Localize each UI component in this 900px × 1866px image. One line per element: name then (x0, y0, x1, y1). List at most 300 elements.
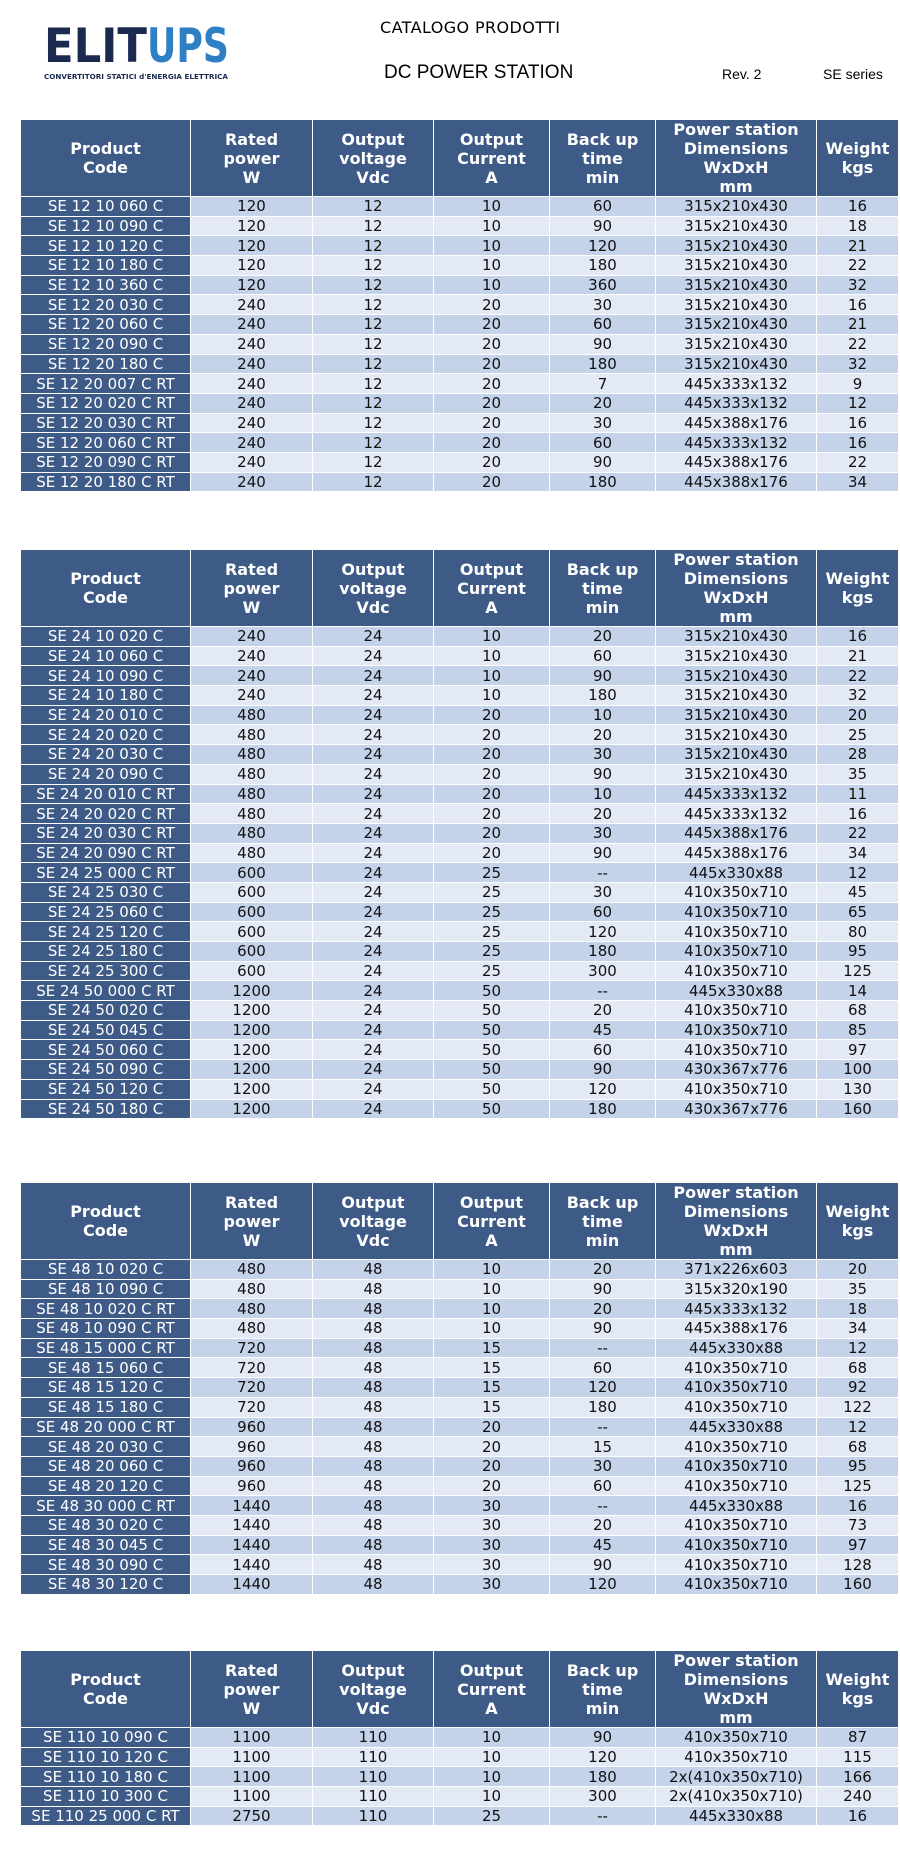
table-cell: 410x350x710 (656, 1397, 817, 1417)
table-cell: 240 (191, 666, 313, 686)
table-cell: 30 (550, 413, 656, 433)
table-cell: 48 (313, 1319, 434, 1339)
table-cell: 25 (434, 863, 550, 883)
table-cell: 720 (191, 1358, 313, 1378)
table-cell: 20 (434, 413, 550, 433)
product-code-cell: SE 110 10 120 C (21, 1747, 191, 1767)
column-header-line: A (485, 597, 498, 617)
table-row (21, 1437, 899, 1457)
table-cell: 73 (817, 1515, 899, 1535)
table-cell: 50 (434, 1040, 550, 1060)
product-code-cell: SE 48 10 020 C RT (21, 1299, 191, 1319)
table-cell: 315x210x430 (656, 295, 817, 315)
table-row (21, 1279, 899, 1299)
catalog-title: CATALOGO PRODOTTI (380, 18, 561, 37)
table-cell: 410x350x710 (656, 1437, 817, 1457)
table-cell: 410x350x710 (656, 961, 817, 981)
product-code-cell: SE 24 20 030 C (21, 745, 191, 765)
table-cell: 20 (434, 1456, 550, 1476)
table-row (21, 1001, 899, 1021)
table-cell: 20 (434, 452, 550, 472)
product-code-cell: SE 48 15 060 C (21, 1358, 191, 1378)
table-cell: 110 (313, 1728, 434, 1748)
table-cell: 7 (550, 374, 656, 394)
table-row (21, 433, 899, 453)
table-cell: 20 (817, 1260, 899, 1280)
table-cell: 410x350x710 (656, 1040, 817, 1060)
column-header-line: min (585, 1230, 620, 1250)
series-label: SE series (823, 66, 883, 82)
column-header (656, 550, 817, 627)
table-cell: 315x210x430 (656, 666, 817, 686)
table-cell: 24 (313, 804, 434, 824)
column-header-line: min (585, 597, 620, 617)
product-code-cell: SE 48 30 000 C RT (21, 1496, 191, 1516)
table-cell: 28 (817, 745, 899, 765)
table-cell: 410x350x710 (656, 922, 817, 942)
table-cell: 15 (434, 1338, 550, 1358)
table-cell: 24 (313, 1020, 434, 1040)
svg-text:UPS: UPS (147, 19, 229, 74)
table-cell: 720 (191, 1378, 313, 1398)
table-cell: 24 (313, 1060, 434, 1080)
product-code-cell: SE 24 20 090 C (21, 764, 191, 784)
product-code-cell: SE 48 30 045 C (21, 1535, 191, 1555)
table-cell: 371x226x603 (656, 1260, 817, 1280)
table-cell: 1100 (191, 1728, 313, 1748)
table-cell: 960 (191, 1417, 313, 1437)
product-code-cell: SE 24 25 060 C (21, 902, 191, 922)
column-header-line: power (223, 1211, 280, 1231)
table-cell: 1100 (191, 1767, 313, 1787)
table-cell: 24 (313, 961, 434, 981)
table-cell: 445x330x88 (656, 1417, 817, 1437)
column-header-line: voltage (339, 148, 407, 168)
table-cell: 24 (313, 902, 434, 922)
table-cell: 410x350x710 (656, 1079, 817, 1099)
product-code-cell: SE 48 15 180 C (21, 1397, 191, 1417)
table-cell: 24 (313, 843, 434, 863)
table-cell: 240 (817, 1787, 899, 1807)
column-header (313, 1651, 434, 1728)
table-row (21, 197, 899, 217)
table-row (21, 334, 899, 354)
column-header-line: Dimensions (683, 1202, 789, 1221)
table-cell: 315x210x430 (656, 646, 817, 666)
table-row (21, 1299, 899, 1319)
table-cell: 180 (550, 1099, 656, 1119)
table-cell: 15 (434, 1397, 550, 1417)
product-code-cell: SE 110 10 300 C (21, 1787, 191, 1807)
table-row (21, 627, 899, 647)
column-header-line: Power station (673, 1183, 799, 1202)
product-code-cell: SE 12 20 007 C RT (21, 374, 191, 394)
table-cell: 20 (434, 823, 550, 843)
table-cell: 20 (434, 433, 550, 453)
table-cell: 92 (817, 1378, 899, 1398)
table-cell: 445x333x132 (656, 433, 817, 453)
table-row (21, 393, 899, 413)
table-row (21, 1099, 899, 1119)
table-cell: 10 (434, 1299, 550, 1319)
table-cell: 240 (191, 315, 313, 335)
table-cell: 445x330x88 (656, 1806, 817, 1826)
table-cell: 12 (313, 197, 434, 217)
column-header (191, 120, 313, 197)
table-cell: 410x350x710 (656, 1728, 817, 1748)
column-header-line: Code (82, 588, 129, 607)
table-cell: 20 (550, 393, 656, 413)
table-cell: 600 (191, 882, 313, 902)
table-cell: 130 (817, 1079, 899, 1099)
column-header (434, 120, 550, 197)
table-cell: 48 (313, 1515, 434, 1535)
table-cell: 97 (817, 1535, 899, 1555)
column-header-line: Power station (673, 120, 799, 139)
table-row (21, 764, 899, 784)
product-code-cell: SE 48 10 090 C (21, 1279, 191, 1299)
product-code-cell: SE 24 50 120 C (21, 1079, 191, 1099)
table-cell: 95 (817, 942, 899, 962)
table-cell: 960 (191, 1437, 313, 1457)
table-cell: 32 (817, 275, 899, 295)
table-cell: 30 (550, 745, 656, 765)
table-cell: 22 (817, 256, 899, 276)
header-row (21, 1651, 899, 1728)
table-cell: 60 (550, 315, 656, 335)
table-cell: 48 (313, 1338, 434, 1358)
table-cell: 24 (313, 1099, 434, 1119)
table-cell: 10 (434, 1787, 550, 1807)
column-header-line: A (485, 1698, 498, 1718)
table-row (21, 1319, 899, 1339)
table-cell: 10 (434, 216, 550, 236)
table-cell: 445x333x132 (656, 374, 817, 394)
table-cell: 12 (313, 236, 434, 256)
product-code-cell: SE 48 30 090 C (21, 1555, 191, 1575)
table-cell: 120 (191, 275, 313, 295)
table-cell: -- (550, 1496, 656, 1516)
table-cell: 120 (191, 216, 313, 236)
table-cell: -- (550, 1338, 656, 1358)
table-cell: 1200 (191, 1060, 313, 1080)
table-cell: 445x388x176 (656, 452, 817, 472)
table-cell: 2x(410x350x710) (656, 1767, 817, 1787)
table-cell: 50 (434, 1001, 550, 1021)
column-header (313, 120, 434, 197)
table-cell: 65 (817, 902, 899, 922)
table-cell: 1200 (191, 1001, 313, 1021)
table-cell: 1200 (191, 1099, 313, 1119)
table-cell: 68 (817, 1358, 899, 1378)
column-header-line: Current (457, 578, 526, 598)
table-cell: 1440 (191, 1535, 313, 1555)
table-cell: 48 (313, 1417, 434, 1437)
table-cell: 120 (550, 1575, 656, 1595)
column-header-line: Weight (825, 569, 890, 588)
table-cell: 122 (817, 1397, 899, 1417)
product-code-cell: SE 24 25 030 C (21, 882, 191, 902)
table-cell: 9 (817, 374, 899, 394)
table-row (21, 686, 899, 706)
table-cell: 20 (550, 627, 656, 647)
table-cell: 20 (550, 1299, 656, 1319)
svg-text:ELIT: ELIT (44, 19, 147, 74)
table-cell: 180 (550, 942, 656, 962)
table-cell: 20 (434, 315, 550, 335)
table-cell: 10 (434, 1728, 550, 1748)
table-row (21, 705, 899, 725)
table-cell: 48 (313, 1260, 434, 1280)
table-cell: 90 (550, 334, 656, 354)
column-header-line: Code (82, 1689, 129, 1708)
table-cell: 24 (313, 627, 434, 647)
table-cell: 315x210x430 (656, 745, 817, 765)
table-cell: 410x350x710 (656, 902, 817, 922)
table-cell: 445x333x132 (656, 393, 817, 413)
table-cell: 125 (817, 1476, 899, 1496)
column-header-line: A (485, 1230, 498, 1250)
table-cell: 445x330x88 (656, 1338, 817, 1358)
table-cell: -- (550, 1806, 656, 1826)
table-cell: 1440 (191, 1555, 313, 1575)
table-cell: 22 (817, 452, 899, 472)
table-cell: 480 (191, 823, 313, 843)
table-cell: 160 (817, 1575, 899, 1595)
table-row (21, 1535, 899, 1555)
product-table-24v (20, 549, 899, 1119)
table-cell: 45 (817, 882, 899, 902)
column-header-line: Current (457, 148, 526, 168)
column-header-line: time (582, 578, 623, 598)
table-cell: 15 (434, 1358, 550, 1378)
product-code-cell: SE 12 10 090 C (21, 216, 191, 236)
table-cell: 1200 (191, 1040, 313, 1060)
product-code-cell: SE 48 10 020 C (21, 1260, 191, 1280)
column-header (817, 1183, 899, 1260)
table-cell: 35 (817, 764, 899, 784)
product-code-cell: SE 12 20 020 C RT (21, 393, 191, 413)
column-header-line: kgs (841, 588, 874, 607)
table-cell: 480 (191, 725, 313, 745)
table-cell: 20 (817, 705, 899, 725)
table-cell: 20 (434, 843, 550, 863)
product-code-cell: SE 48 20 030 C (21, 1437, 191, 1457)
product-code-cell: SE 24 50 180 C (21, 1099, 191, 1119)
column-header-line: kgs (841, 1221, 874, 1240)
table-row (21, 981, 899, 1001)
table-cell: 600 (191, 863, 313, 883)
table-cell: 120 (550, 1378, 656, 1398)
column-header (550, 550, 656, 627)
column-header-line: W (242, 167, 261, 187)
table-cell: 90 (550, 666, 656, 686)
column-header (817, 1651, 899, 1728)
column-header-line: mm (719, 1240, 753, 1259)
table-cell: 60 (550, 1476, 656, 1496)
table-cell: 480 (191, 1279, 313, 1299)
table-cell: 315x210x430 (656, 256, 817, 276)
table-cell: 410x350x710 (656, 882, 817, 902)
table-cell: 90 (550, 216, 656, 236)
table-cell: 410x350x710 (656, 1515, 817, 1535)
column-header-line: Product (70, 139, 141, 158)
table-row (21, 1358, 899, 1378)
table-cell: 34 (817, 1319, 899, 1339)
table-cell: 160 (817, 1099, 899, 1119)
table-cell: 48 (313, 1397, 434, 1417)
table-cell: 445x333x132 (656, 784, 817, 804)
table-cell: 30 (550, 823, 656, 843)
table-cell: 50 (434, 1099, 550, 1119)
table-cell: 50 (434, 1060, 550, 1080)
product-code-cell: SE 48 20 000 C RT (21, 1417, 191, 1437)
table-cell: 410x350x710 (656, 942, 817, 962)
table-cell: 48 (313, 1535, 434, 1555)
column-header (656, 1183, 817, 1260)
table-cell: 48 (313, 1496, 434, 1516)
column-header-line: Output (341, 129, 405, 149)
column-header-line: Vdc (356, 1698, 390, 1718)
table-cell: 315x210x430 (656, 764, 817, 784)
table-cell: 315x210x430 (656, 354, 817, 374)
column-header-line: time (582, 1211, 623, 1231)
product-code-cell: SE 12 20 030 C (21, 295, 191, 315)
product-code-cell: SE 12 10 060 C (21, 197, 191, 217)
table-row (21, 843, 899, 863)
table-cell: 10 (434, 275, 550, 295)
table-row (21, 1060, 899, 1080)
table-cell: 315x210x430 (656, 334, 817, 354)
table-cell: 315x210x430 (656, 686, 817, 706)
column-header-line: Dimensions (683, 139, 789, 158)
column-header-line: Vdc (356, 1230, 390, 1250)
column-header-line: kgs (841, 158, 874, 177)
table-cell: 21 (817, 315, 899, 335)
product-code-cell: SE 12 10 120 C (21, 236, 191, 256)
table-cell: 90 (550, 452, 656, 472)
table-row (21, 942, 899, 962)
column-header-line: Output (459, 559, 524, 579)
column-header-line: min (585, 1698, 620, 1718)
table-cell: 480 (191, 1319, 313, 1339)
table-cell: 22 (817, 823, 899, 843)
table-cell: 445x388x176 (656, 843, 817, 863)
table-row (21, 902, 899, 922)
table-cell: 315x210x430 (656, 216, 817, 236)
column-header-line: W (242, 1230, 261, 1250)
table-cell: 20 (434, 354, 550, 374)
column-header (21, 1651, 191, 1728)
column-header-line: mm (719, 1708, 753, 1727)
table-cell: 120 (550, 1079, 656, 1099)
table-cell: 180 (550, 1767, 656, 1787)
table-cell: 1440 (191, 1515, 313, 1535)
table-cell: 480 (191, 764, 313, 784)
table-cell: 21 (817, 236, 899, 256)
column-header (550, 1183, 656, 1260)
table-cell: 30 (434, 1555, 550, 1575)
table-cell: 24 (313, 745, 434, 765)
table-cell: 10 (550, 784, 656, 804)
table-cell: 430x367x776 (656, 1060, 817, 1080)
table-cell: 1200 (191, 981, 313, 1001)
table-cell: 720 (191, 1397, 313, 1417)
table-cell: 410x350x710 (656, 1747, 817, 1767)
column-header-line: Dimensions (683, 1670, 789, 1689)
table-cell: 12 (313, 256, 434, 276)
table-cell: 20 (550, 1515, 656, 1535)
svg-text:CONVERTITORI STATICI d'ENERGIA: CONVERTITORI STATICI d'ENERGIA ELETTRICA (44, 72, 229, 81)
table-cell: 480 (191, 745, 313, 765)
table-cell: 410x350x710 (656, 1020, 817, 1040)
product-code-cell: SE 24 10 060 C (21, 646, 191, 666)
table-cell: 25 (434, 902, 550, 922)
column-header (21, 120, 191, 197)
table-cell: 960 (191, 1456, 313, 1476)
product-code-cell: SE 12 20 030 C RT (21, 413, 191, 433)
table-cell: 445x330x88 (656, 1496, 817, 1516)
doc-title: DC POWER STATION (384, 62, 574, 83)
table-cell: 720 (191, 1338, 313, 1358)
product-code-cell: SE 24 25 180 C (21, 942, 191, 962)
header-row (21, 1183, 899, 1260)
column-header-line: kgs (841, 1689, 874, 1708)
column-header-line: Power station (673, 1651, 799, 1670)
table-cell: 16 (817, 1806, 899, 1826)
table-cell: 20 (434, 393, 550, 413)
product-code-cell: SE 48 10 090 C RT (21, 1319, 191, 1339)
table-cell: 60 (550, 197, 656, 217)
column-header (656, 1651, 817, 1728)
table-cell: 445x333x132 (656, 804, 817, 824)
column-header-line: Weight (825, 1202, 890, 1221)
table-row (21, 725, 899, 745)
column-header-line: power (223, 578, 280, 598)
table-cell: 410x350x710 (656, 1358, 817, 1378)
table-cell: 240 (191, 472, 313, 492)
table-cell: 1100 (191, 1787, 313, 1807)
product-code-cell: SE 24 20 090 C RT (21, 843, 191, 863)
table-cell: 20 (434, 472, 550, 492)
table-cell: 97 (817, 1040, 899, 1060)
table-cell: 21 (817, 646, 899, 666)
table-cell: 20 (550, 725, 656, 745)
table-cell: 315x210x430 (656, 627, 817, 647)
column-header-line: voltage (339, 1211, 407, 1231)
table-cell: 100 (817, 1060, 899, 1080)
table-cell: 90 (550, 1279, 656, 1299)
table-row (21, 374, 899, 394)
column-header-line: Back up (566, 1192, 639, 1212)
column-header (191, 550, 313, 627)
column-header-line: voltage (339, 1679, 407, 1699)
table-cell: 1200 (191, 1020, 313, 1040)
table-cell: 20 (434, 725, 550, 745)
table-cell: 12 (313, 216, 434, 236)
table-cell: 410x350x710 (656, 1555, 817, 1575)
product-code-cell: SE 24 10 180 C (21, 686, 191, 706)
column-header-line: min (585, 167, 620, 187)
table-cell: 48 (313, 1378, 434, 1398)
table-cell: 20 (434, 295, 550, 315)
table-row (21, 1020, 899, 1040)
table-row (21, 1378, 899, 1398)
table-cell: 12 (313, 413, 434, 433)
table-row (21, 1575, 899, 1595)
column-header (656, 120, 817, 197)
table-cell: 120 (191, 197, 313, 217)
